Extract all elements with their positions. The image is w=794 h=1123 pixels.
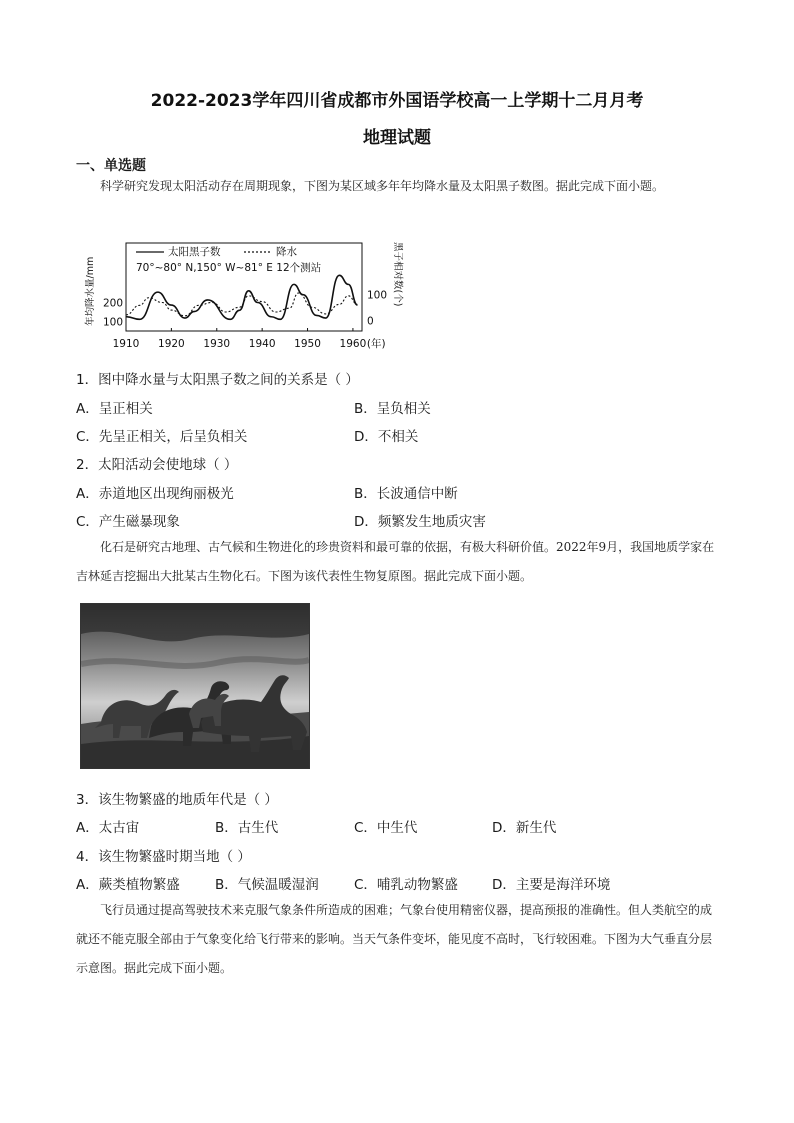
y-left-tick-label: 100 xyxy=(102,316,123,329)
y-left-axis-label: 年均降水量/mm xyxy=(85,256,96,326)
q2-option-c: C．产生磁暴现象 xyxy=(76,514,180,530)
legend-precip: 降水 xyxy=(276,246,297,258)
q4-option-c: C．哺乳动物繁盛 xyxy=(354,877,458,893)
legend-sunspot: 太阳黑子数 xyxy=(168,246,221,258)
sunspot-precip-chart xyxy=(76,238,406,356)
x-tick-label: 1930 xyxy=(203,338,231,350)
q3-option-b: B．古生代 xyxy=(215,820,279,836)
intro-paragraph-2: 化石是研究古地理、古气候和生物进化的珍贵资料和最可靠的依据，有极大科研价值。2022年9月，我国地质学家在吉林延吉挖掘出大批某古生物化石。下图为该代表性生物复原图。据此完成下面小题。 xyxy=(76,540,715,583)
question-2-stem: 2．太阳活动会使地球（ ） xyxy=(76,457,238,473)
intro-paragraph-3: 飞行员通过提高驾驶技术来克服气象条件所造成的困难；气象台使用精密仪器，提高预报的准确性。但人类航空的成就还不能克服全部由于气象变化给飞行带来的影响。当天气条件变坏，能见度不高时，飞行较困难。下图为大气垂直分层示意图。据此完成下面小题。 xyxy=(76,903,713,975)
q3-option-d: D．新生代 xyxy=(492,820,557,836)
q1-option-c: C．先呈正相关，后呈负相关 xyxy=(76,429,248,445)
x-tick-label: 1950 xyxy=(294,338,321,350)
doc-subtitle: 地理试题 xyxy=(363,128,431,148)
q3-option-a: A．太古宙 xyxy=(76,820,140,836)
q3-option-c: C．中生代 xyxy=(354,820,418,836)
section-heading: 一、单选题 xyxy=(76,158,146,174)
y-right-axis-label: 黑子相对数(个) xyxy=(392,242,403,307)
y-right-tick-label: 100 xyxy=(367,289,388,302)
q4-option-b: B．气候温暖湿润 xyxy=(215,877,319,893)
question-3-stem: 3．该生物繁盛的地质年代是（ ） xyxy=(76,792,278,808)
x-tick-label: 1910 xyxy=(112,338,140,350)
series-sunspot-line xyxy=(126,275,357,319)
y-right-tick-label: 0 xyxy=(367,315,374,328)
question-1-stem: 1．图中降水量与太阳黑子数之间的关系是（ ） xyxy=(76,372,359,388)
q2-option-b: B．长波通信中断 xyxy=(354,486,458,502)
series-precip-line xyxy=(126,293,357,316)
q4-option-a: A．蕨类植物繁盛 xyxy=(76,877,180,893)
doc-title: 2022-2023学年四川省成都市外国语学校高一上学期十二月月考 xyxy=(150,91,644,111)
dinosaur-reconstruction-image xyxy=(80,603,310,769)
x-tick-label: 1940 xyxy=(248,338,276,350)
q1-option-d: D．不相关 xyxy=(354,429,419,445)
q2-option-a: A．赤道地区出现绚丽极光 xyxy=(76,486,234,502)
x-axis-unit: (年) xyxy=(366,338,386,350)
question-4-stem: 4．该生物繁盛时期当地（ ） xyxy=(76,849,251,865)
intro-paragraph-1: 科学研究发现太阳活动存在周期现象，下图为某区域多年年均降水量及太阳黑子数图。据此完成下面小题。 xyxy=(100,179,665,193)
q1-option-b: B．呈负相关 xyxy=(354,401,431,417)
x-tick-label: 1960 xyxy=(339,338,367,350)
y-left-tick-label: 200 xyxy=(102,297,123,310)
q4-option-d: D．主要是海洋环境 xyxy=(492,877,611,893)
q1-option-a: A．呈正相关 xyxy=(76,401,153,417)
x-tick-label: 1920 xyxy=(158,338,185,350)
chart-subtitle: 70°~80° N,150° W~81° E 12个测站 xyxy=(136,262,322,274)
q2-option-d: D．频繁发生地质灾害 xyxy=(354,514,486,530)
